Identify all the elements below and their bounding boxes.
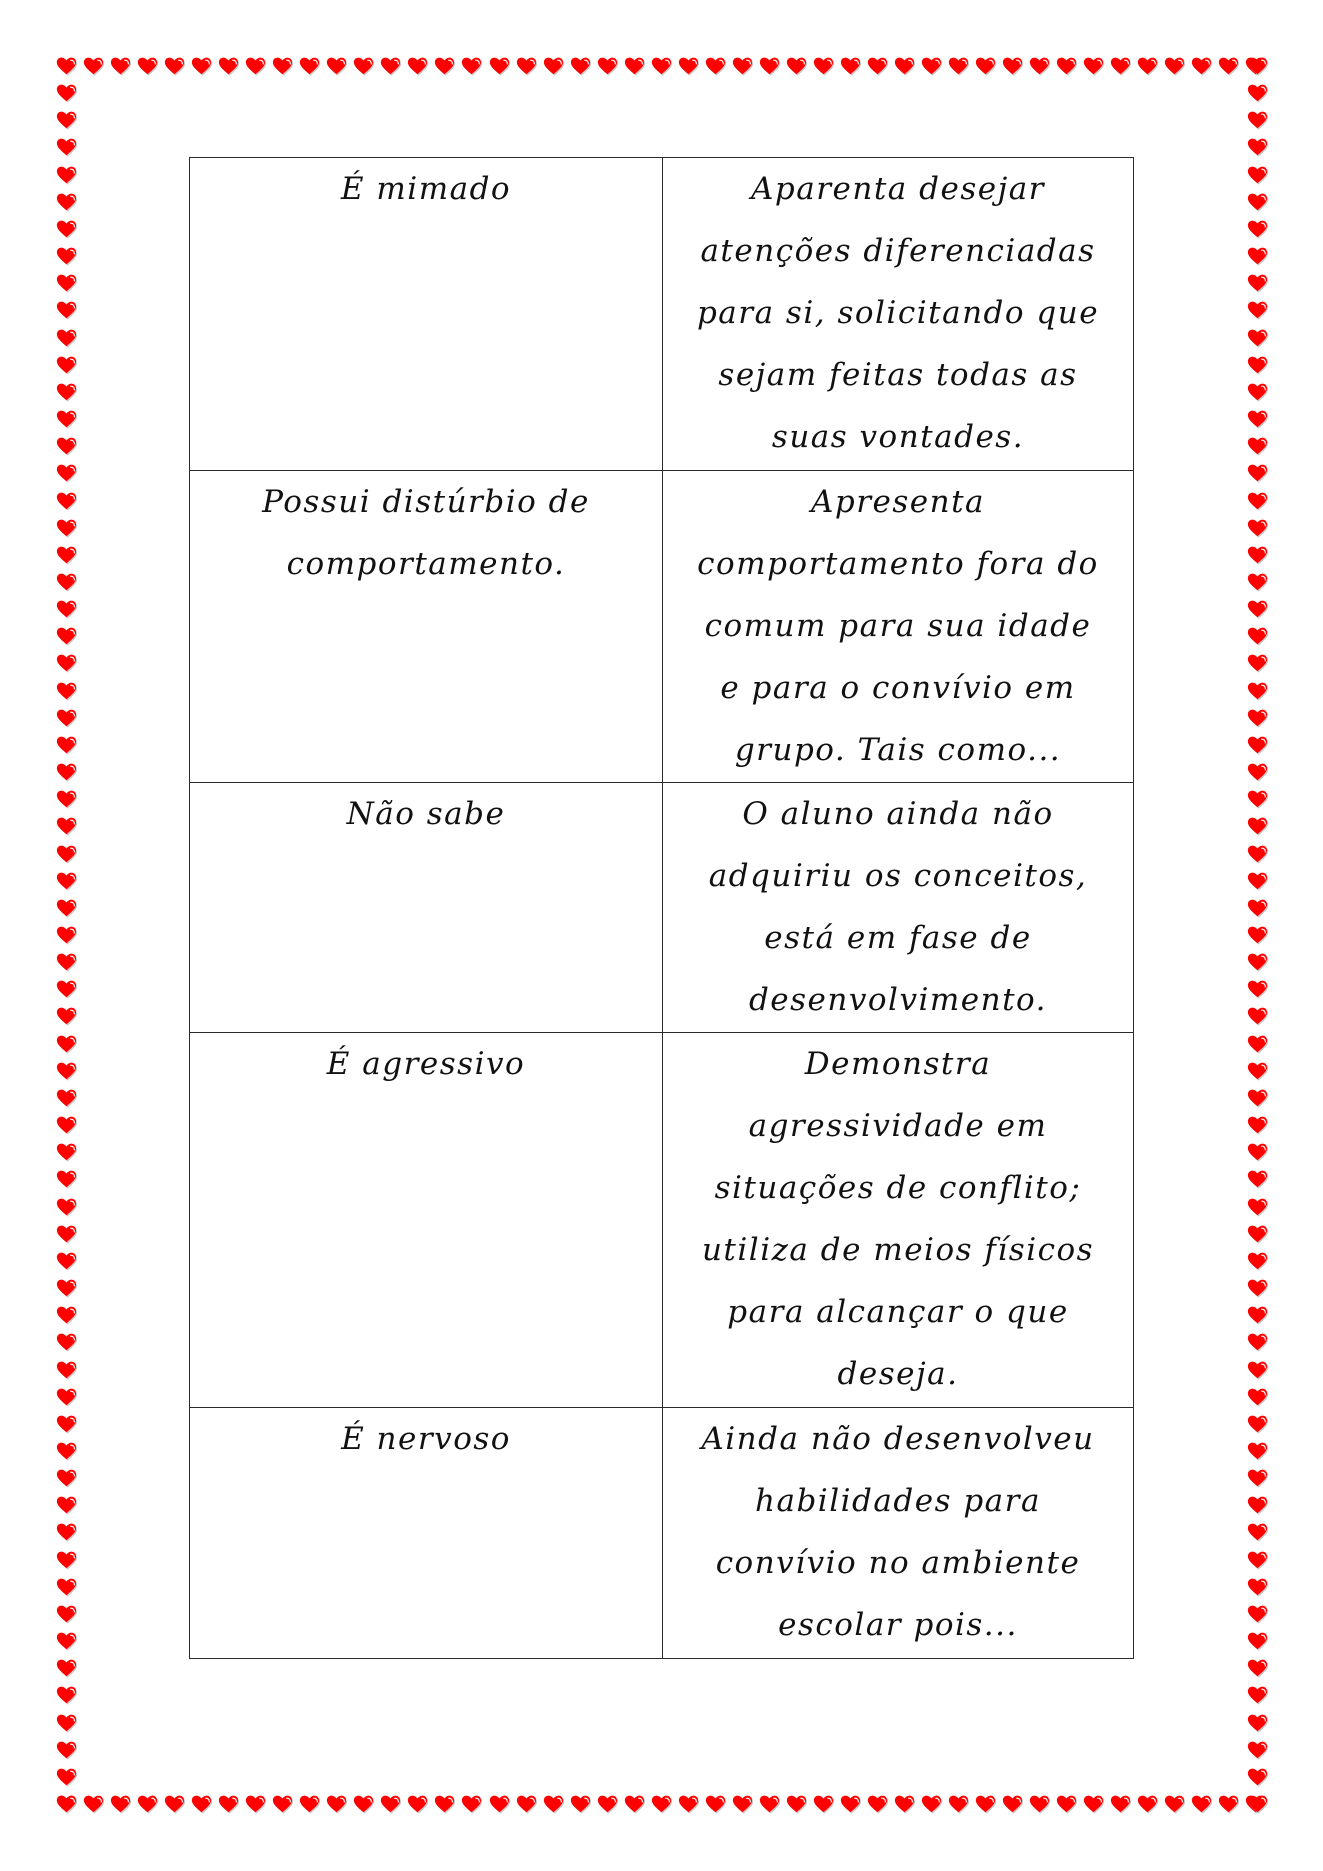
heart-icon (137, 56, 159, 78)
heart-icon (461, 56, 483, 78)
heart-icon (56, 1604, 78, 1626)
heart-icon (245, 56, 267, 78)
heart-icon (56, 1441, 78, 1463)
heart-icon (678, 1794, 700, 1816)
heart-icon (1247, 871, 1269, 893)
heart-icon (1110, 56, 1132, 78)
description-line: para alcançar o que (727, 1294, 1069, 1330)
heart-icon (1247, 1685, 1269, 1707)
heart-icon (56, 925, 78, 947)
heart-icon (1247, 1360, 1269, 1382)
heart-icon (840, 56, 862, 78)
description-cell (663, 783, 1134, 1033)
table-row (190, 783, 1134, 1033)
description-line: para si, solicitando que (696, 295, 1100, 331)
heart-icon (759, 56, 781, 78)
table-row (190, 158, 1134, 471)
heart-icon (1247, 844, 1269, 866)
description-line: e para o convívio em (720, 670, 1076, 706)
description-line: convívio no ambiente (715, 1545, 1081, 1581)
table-row (190, 1408, 1134, 1659)
heart-icon (56, 1142, 78, 1164)
description-line: situações de conflito; (714, 1170, 1082, 1206)
heart-icon (218, 56, 240, 78)
heart-icon (1247, 1006, 1269, 1028)
description-line: agressividade em (748, 1108, 1048, 1144)
heart-icon (56, 898, 78, 920)
heart-icon (1002, 1794, 1024, 1816)
heart-icon (1218, 56, 1240, 78)
heart-icon (56, 1495, 78, 1517)
heart-icon (56, 1685, 78, 1707)
heart-icon (1247, 83, 1269, 105)
heart-icon (948, 56, 970, 78)
term-text: É mimado (340, 171, 512, 207)
description-line: comportamento fora do (697, 546, 1099, 582)
heart-icon (56, 300, 78, 322)
heart-icon (1247, 681, 1269, 703)
heart-icon (1164, 1794, 1186, 1816)
heart-icon (1137, 56, 1159, 78)
heart-icon (245, 1794, 267, 1816)
heart-icon (624, 1794, 646, 1816)
heart-icon (1247, 1794, 1269, 1816)
heart-icon (1247, 626, 1269, 648)
heart-icon (56, 681, 78, 703)
heart-icon (1247, 653, 1269, 675)
heart-icon (56, 762, 78, 784)
heart-icon (516, 56, 538, 78)
heart-icon (56, 572, 78, 594)
heart-icon (56, 1550, 78, 1572)
heart-icon (56, 518, 78, 540)
heart-icon (56, 1006, 78, 1028)
heart-icon (1247, 1034, 1269, 1056)
heart-icon (56, 1251, 78, 1273)
heart-icon (1247, 1305, 1269, 1327)
heart-icon (678, 56, 700, 78)
heart-icon (1247, 1142, 1269, 1164)
description-line: Ainda não desenvolveu (701, 1421, 1095, 1457)
description-line: suas vontades. (771, 419, 1025, 455)
heart-icon (56, 1169, 78, 1191)
heart-icon (137, 1794, 159, 1816)
heart-icon (191, 56, 213, 78)
heart-icon (56, 463, 78, 485)
heart-icon (56, 1224, 78, 1246)
heart-icon (56, 626, 78, 648)
heart-icon (218, 1794, 240, 1816)
heart-icon (1247, 545, 1269, 567)
heart-icon (56, 1387, 78, 1409)
heart-icon (975, 56, 997, 78)
heart-icon (543, 56, 565, 78)
heart-icon (56, 871, 78, 893)
description-line: desenvolvimento. (748, 982, 1048, 1018)
heart-icon (1247, 355, 1269, 377)
heart-icon (1247, 219, 1269, 241)
heart-icon (1247, 1631, 1269, 1653)
heart-icon (272, 56, 294, 78)
description-line: habilidades para (755, 1483, 1041, 1519)
heart-icon (56, 192, 78, 214)
heart-icon (1247, 1522, 1269, 1544)
heart-icon (489, 56, 511, 78)
heart-icon (1083, 56, 1105, 78)
heart-icon (1247, 735, 1269, 757)
heart-icon (1247, 463, 1269, 485)
heart-icon (56, 1414, 78, 1436)
heart-icon (1056, 1794, 1078, 1816)
heart-icon (1247, 110, 1269, 132)
heart-icon (867, 1794, 889, 1816)
heart-icon (1247, 1658, 1269, 1680)
heart-icon (597, 1794, 619, 1816)
description-line: escolar pois... (778, 1607, 1018, 1643)
heart-icon (56, 436, 78, 458)
heart-icon (1247, 1088, 1269, 1110)
term-text: É agressivo (326, 1046, 526, 1082)
heart-icon (1247, 572, 1269, 594)
heart-icon (326, 56, 348, 78)
heart-icon (1191, 1794, 1213, 1816)
heart-icon (56, 165, 78, 187)
heart-icon (56, 219, 78, 241)
heart-icon (1247, 898, 1269, 920)
heart-icon (326, 1794, 348, 1816)
heart-icon (1247, 165, 1269, 187)
heart-icon (56, 110, 78, 132)
heart-icon (1247, 1550, 1269, 1572)
heart-icon (1218, 1794, 1240, 1816)
table-row (190, 471, 1134, 783)
description-line: O aluno ainda não (742, 796, 1054, 832)
heart-icon (56, 246, 78, 268)
heart-icon (56, 1088, 78, 1110)
heart-icon (732, 56, 754, 78)
heart-icon (56, 979, 78, 1001)
heart-icon (434, 1794, 456, 1816)
table-row (190, 1033, 1134, 1408)
heart-icon (1247, 1061, 1269, 1083)
heart-icon (56, 273, 78, 295)
heart-icon (56, 789, 78, 811)
heart-icon (1247, 246, 1269, 268)
heart-icon (840, 1794, 862, 1816)
description-line: deseja. (837, 1356, 959, 1392)
heart-icon (1247, 1197, 1269, 1219)
heart-icon (516, 1794, 538, 1816)
heart-icon (56, 1197, 78, 1219)
heart-icon (83, 56, 105, 78)
heart-icon (1110, 1794, 1132, 1816)
heart-icon (1247, 789, 1269, 811)
heart-icon (56, 1658, 78, 1680)
heart-icon (56, 83, 78, 105)
heart-icon (1137, 1794, 1159, 1816)
heart-icon (1247, 1115, 1269, 1137)
heart-icon (56, 653, 78, 675)
heart-icon (56, 1034, 78, 1056)
heart-icon (1029, 1794, 1051, 1816)
heart-icon (434, 56, 456, 78)
heart-icon (1247, 1713, 1269, 1735)
heart-icon (1247, 952, 1269, 974)
heart-icon (1247, 1767, 1269, 1789)
heart-icon (56, 545, 78, 567)
term-cell (190, 1408, 663, 1659)
heart-icon (56, 1522, 78, 1544)
heart-icon (191, 1794, 213, 1816)
heart-icon (948, 1794, 970, 1816)
heart-icon (461, 1794, 483, 1816)
heart-icon (921, 56, 943, 78)
heart-icon (353, 1794, 375, 1816)
heart-icon (1247, 1169, 1269, 1191)
description-line: Aparenta desejar (751, 171, 1045, 207)
heart-icon (1247, 137, 1269, 159)
heart-icon (56, 816, 78, 838)
heart-icon (786, 56, 808, 78)
heart-icon (1247, 762, 1269, 784)
heart-icon (56, 1794, 78, 1816)
term-cell (190, 471, 663, 783)
heart-icon (1247, 1495, 1269, 1517)
heart-icon (975, 1794, 997, 1816)
heart-icon (380, 56, 402, 78)
heart-icon (1247, 1468, 1269, 1490)
heart-icon (921, 1794, 943, 1816)
description-cell (663, 1408, 1134, 1659)
heart-icon (1164, 56, 1186, 78)
term-text: É nervoso (341, 1421, 511, 1457)
heart-icon (1247, 1414, 1269, 1436)
description-line: grupo. Tais como... (734, 732, 1062, 768)
heart-icon (1247, 816, 1269, 838)
heart-icon (1247, 1278, 1269, 1300)
heart-border-bottom (56, 1794, 1268, 1816)
heart-icon (813, 1794, 835, 1816)
heart-icon (380, 1794, 402, 1816)
heart-icon (651, 1794, 673, 1816)
description-cell (663, 158, 1134, 471)
description-line: adquiriu os conceitos, (708, 858, 1088, 894)
term-cell (190, 1033, 663, 1408)
heart-border-left (56, 56, 78, 1816)
heart-icon (651, 56, 673, 78)
heart-icon (56, 137, 78, 159)
description-line: atenções diferenciadas (700, 233, 1096, 269)
heart-icon (1247, 273, 1269, 295)
heart-icon (1247, 1740, 1269, 1762)
heart-icon (1247, 708, 1269, 730)
heart-icon (56, 1468, 78, 1490)
heart-icon (1247, 1332, 1269, 1354)
description-line: Demonstra (804, 1046, 992, 1082)
heart-icon (597, 56, 619, 78)
heart-icon (489, 1794, 511, 1816)
heart-icon (407, 1794, 429, 1816)
heart-icon (1247, 1224, 1269, 1246)
behavior-description-table (189, 157, 1134, 1659)
heart-icon (56, 952, 78, 974)
heart-icon (1247, 328, 1269, 350)
heart-border-top (56, 56, 1268, 78)
heart-icon (1247, 925, 1269, 947)
heart-border-right (1247, 56, 1269, 1816)
term-text: Possui distúrbio de (262, 484, 590, 520)
term-cell (190, 158, 663, 471)
heart-icon (1247, 491, 1269, 513)
heart-icon (56, 382, 78, 404)
heart-icon (299, 1794, 321, 1816)
heart-icon (353, 56, 375, 78)
heart-icon (1247, 409, 1269, 431)
description-line: utiliza de meios físicos (701, 1232, 1095, 1268)
heart-icon (786, 1794, 808, 1816)
heart-icon (299, 56, 321, 78)
description-line: Apresenta (810, 484, 986, 520)
heart-icon (1002, 56, 1024, 78)
heart-icon (759, 1794, 781, 1816)
heart-icon (1247, 436, 1269, 458)
heart-icon (1247, 599, 1269, 621)
heart-icon (1247, 979, 1269, 1001)
heart-icon (56, 708, 78, 730)
description-line: sejam feitas todas as (718, 357, 1078, 393)
heart-icon (407, 56, 429, 78)
heart-icon (56, 56, 78, 78)
heart-icon (894, 1794, 916, 1816)
heart-icon (56, 1332, 78, 1354)
heart-icon (56, 409, 78, 431)
heart-icon (56, 1631, 78, 1653)
heart-icon (56, 1360, 78, 1382)
heart-icon (56, 844, 78, 866)
description-cell (663, 1033, 1134, 1408)
heart-icon (624, 56, 646, 78)
heart-icon (1083, 1794, 1105, 1816)
description-cell (663, 471, 1134, 783)
heart-icon (867, 56, 889, 78)
heart-icon (1247, 56, 1269, 78)
heart-icon (705, 1794, 727, 1816)
description-line: está em fase de (764, 920, 1032, 956)
heart-icon (1247, 1251, 1269, 1273)
heart-icon (1247, 1387, 1269, 1409)
heart-icon (570, 1794, 592, 1816)
heart-icon (1247, 192, 1269, 214)
heart-icon (570, 56, 592, 78)
heart-icon (56, 355, 78, 377)
term-cell (190, 783, 663, 1033)
heart-icon (1056, 56, 1078, 78)
heart-icon (83, 1794, 105, 1816)
heart-icon (56, 1305, 78, 1327)
heart-icon (164, 56, 186, 78)
heart-icon (164, 1794, 186, 1816)
heart-icon (56, 491, 78, 513)
heart-icon (1247, 518, 1269, 540)
heart-icon (56, 735, 78, 757)
heart-icon (272, 1794, 294, 1816)
heart-icon (56, 599, 78, 621)
description-line: comum para sua idade (704, 608, 1092, 644)
heart-icon (1247, 382, 1269, 404)
heart-icon (543, 1794, 565, 1816)
heart-icon (1247, 300, 1269, 322)
heart-icon (56, 328, 78, 350)
heart-icon (56, 1577, 78, 1599)
heart-icon (894, 56, 916, 78)
heart-icon (813, 56, 835, 78)
heart-icon (56, 1278, 78, 1300)
heart-icon (705, 56, 727, 78)
heart-icon (56, 1713, 78, 1735)
heart-icon (1247, 1577, 1269, 1599)
heart-icon (110, 1794, 132, 1816)
heart-icon (732, 1794, 754, 1816)
heart-icon (56, 1740, 78, 1762)
heart-icon (56, 1115, 78, 1137)
heart-icon (1191, 56, 1213, 78)
heart-icon (1247, 1604, 1269, 1626)
heart-icon (110, 56, 132, 78)
heart-icon (56, 1767, 78, 1789)
term-text: Não sabe (346, 796, 506, 832)
term-text: comportamento. (286, 546, 566, 582)
heart-icon (56, 1061, 78, 1083)
heart-icon (1029, 56, 1051, 78)
heart-icon (1247, 1441, 1269, 1463)
